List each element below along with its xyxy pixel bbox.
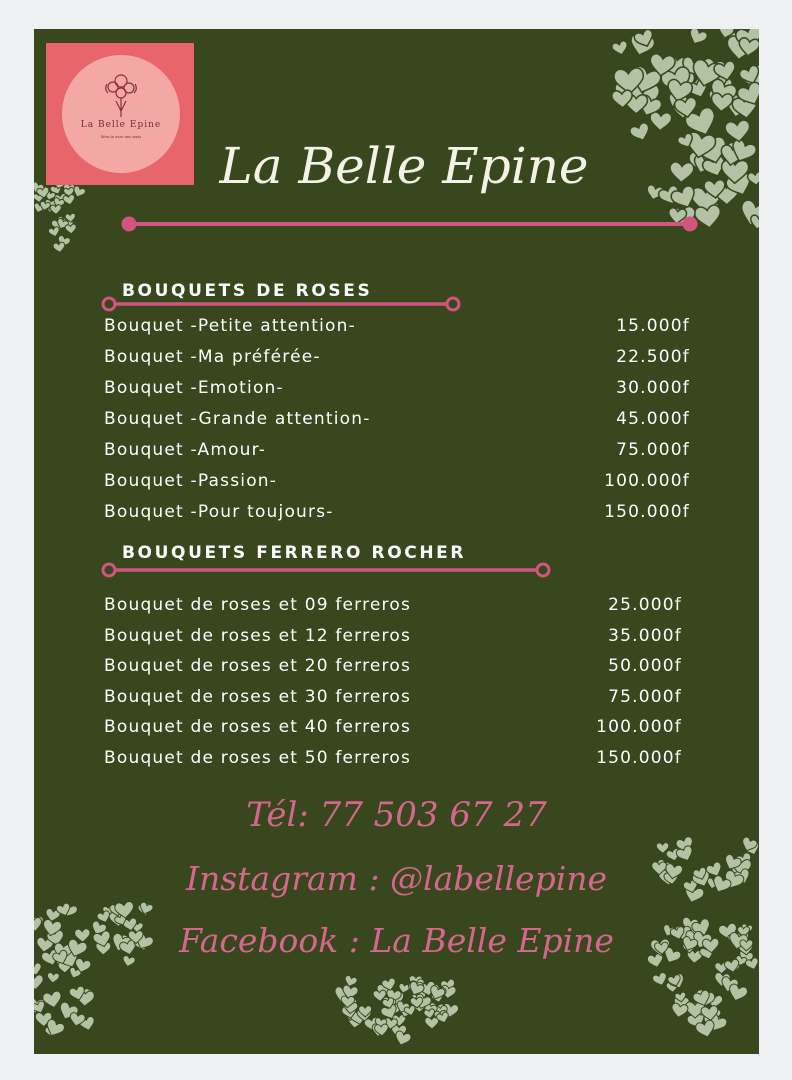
ferrero-item-label: Bouquet de roses et 09 ferreros: [104, 595, 412, 615]
roses-item-price: 150.000f: [604, 502, 690, 522]
ferrero-item-label: Bouquet de roses et 30 ferreros: [104, 686, 412, 707]
heart-cluster-bottom-center-icon: [334, 979, 464, 1054]
section-heading-roses: BOUQUETS DE ROSES: [122, 281, 373, 301]
section-divider-roses: [101, 295, 463, 313]
logo-tagline: Dites-le avec des roses: [100, 135, 142, 139]
ferrero-item-label: Bouquet de roses et 20 ferreros: [104, 656, 412, 676]
roses-item-price: 15.000f: [616, 316, 690, 336]
roses-item-label: Bouquet -Grande attention-: [104, 409, 371, 429]
ferrero-item-label: Bouquet de roses et 50 ferreros: [104, 747, 412, 768]
roses-item-price: 100.000f: [604, 471, 690, 491]
roses-item-price: 75.000f: [616, 440, 690, 460]
section-heading-ferrero: BOUQUETS FERRERO ROCHER: [122, 543, 467, 563]
logo-circle: [62, 55, 180, 173]
roses-item-price: 22.500f: [616, 347, 690, 367]
rose-bouquet-icon: [102, 71, 140, 121]
roses-item-label: Bouquet -Passion-: [104, 471, 278, 491]
title-divider: [120, 215, 700, 233]
contact-facebook: Facebook : La Belle Epine: [179, 921, 614, 960]
roses-item-label: Bouquet -Ma préférée-: [104, 347, 321, 367]
ferrero-item-price: 100.000f: [596, 717, 682, 737]
ferrero-item-label: Bouquet de roses et 40 ferreros: [104, 717, 412, 737]
ferrero-item-price: 35.000f: [608, 625, 682, 646]
roses-item-label: Bouquet -Petite attention-: [104, 316, 356, 336]
menu-flyer: [34, 29, 759, 1054]
heart-cluster-top-right-icon: [619, 29, 759, 229]
roses-item-price: 45.000f: [616, 409, 690, 429]
ferrero-item-price: 25.000f: [608, 595, 682, 615]
roses-item-price: 30.000f: [616, 378, 690, 398]
ferrero-item-price: 150.000f: [596, 747, 682, 768]
page-title: La Belle Epine: [219, 137, 589, 195]
roses-item-label: Bouquet -Amour-: [104, 440, 267, 460]
contact-instagram: Instagram : @labellepine: [185, 859, 608, 898]
roses-item-label: Bouquet -Pour toujours-: [104, 502, 334, 522]
roses-item-label: Bouquet -Emotion-: [104, 378, 284, 398]
contact-phone: Tél: 77 503 67 27: [246, 795, 547, 835]
section-divider-ferrero: [101, 561, 553, 579]
ferrero-item-price: 75.000f: [608, 686, 682, 707]
heart-cluster-left-icon: [34, 179, 84, 259]
ferrero-item-price: 50.000f: [608, 656, 682, 676]
logo-name: La Belle Epine: [80, 120, 162, 130]
ferrero-item-label: Bouquet de roses et 12 ferreros: [104, 625, 412, 646]
